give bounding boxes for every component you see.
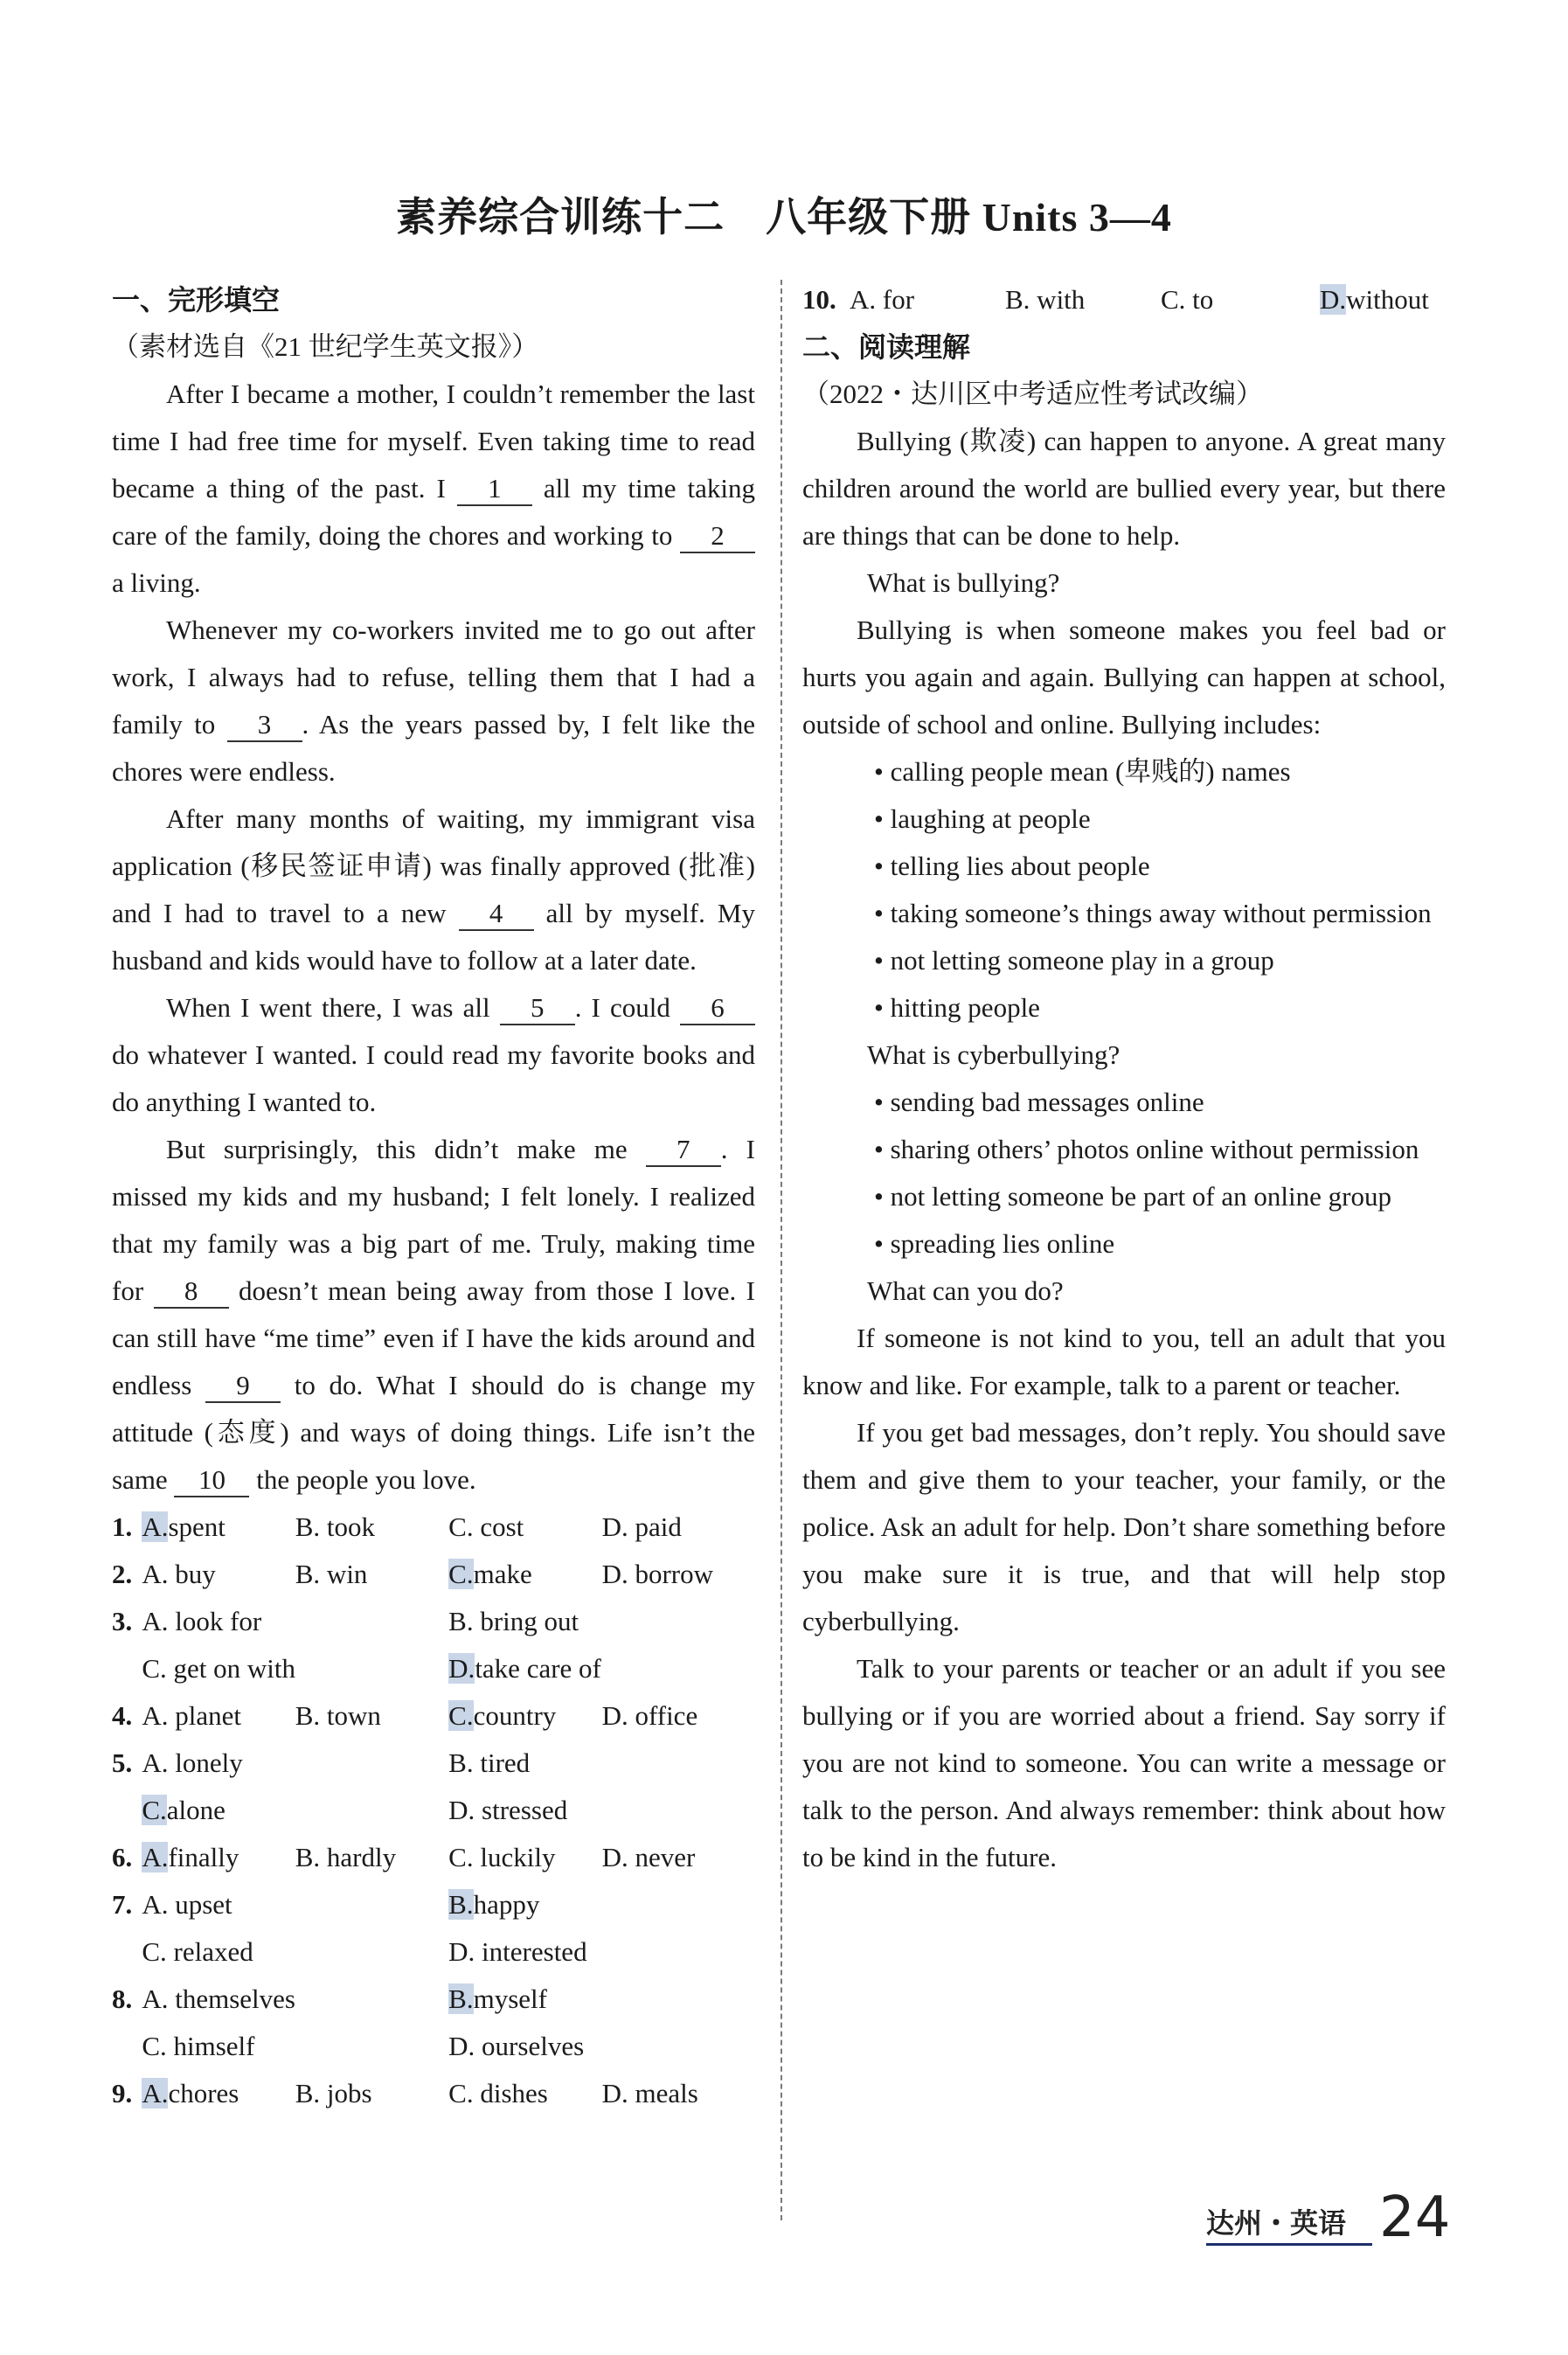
option-d[interactable]: D. ourselves <box>448 2031 585 2061</box>
question-5-row-2 <box>112 1787 755 1834</box>
option-d[interactable]: D. stressed <box>448 1795 568 1825</box>
blank-6: 6 <box>680 992 755 1025</box>
reading-paragraph-3: Talk to your parents or teacher or an adult if you see bullying or if you are worried about a friend. Say sorry if you are not kind to someone. You can write a message or talk to the person. And always remember: think about how to be kind in the future. <box>802 1653 1446 1872</box>
option-b[interactable] <box>448 1881 755 1928</box>
cloze-paragraph-3 <box>112 795 755 984</box>
bullying-definition: Bullying is when someone makes you feel bad or hurts you again and again. Bullying can happen at school, outside of school and online. Bullying includes: <box>802 615 1446 740</box>
question-8 <box>112 1976 755 2023</box>
option-text: spent <box>168 1511 225 1542</box>
option-d[interactable]: D. never <box>601 1842 696 1872</box>
page-title: 素养综合训练十二 八年级下册 Units 3—4 <box>396 195 1172 240</box>
blank-8: 8 <box>154 1275 229 1309</box>
option-b[interactable]: B. town <box>295 1700 381 1731</box>
option-d[interactable] <box>1320 276 1446 323</box>
bullet-text: hitting people <box>890 992 1040 1023</box>
option-a[interactable]: A. planet <box>142 1700 241 1731</box>
option-text: country <box>473 1700 557 1731</box>
answer-mark: D. <box>448 1653 475 1684</box>
text: After many months of waiting, my immigrant visa application (移民签证申请) was finally approved (批准) and I had to travel to a new <box>112 803 755 928</box>
question-10 <box>802 276 1446 323</box>
question-1 <box>112 1504 755 1551</box>
text: the people you love. <box>249 1464 476 1495</box>
bullet-item: • sending bad messages online <box>874 1087 1204 1117</box>
option-b[interactable]: B. bring out <box>448 1606 579 1636</box>
option-text: happy <box>473 1889 540 1920</box>
bullet-text: telling lies about people <box>890 851 1150 881</box>
option-c[interactable]: C. get on with <box>142 1653 295 1684</box>
option-c[interactable] <box>448 1551 601 1598</box>
question-number: 1. <box>112 1511 133 1542</box>
option-d[interactable]: D. paid <box>601 1511 682 1542</box>
question-2 <box>112 1551 755 1598</box>
bullet-item: • calling people mean (卑贱的) names <box>874 756 1291 787</box>
question-number: 10. <box>802 284 836 315</box>
question-number: 2. <box>112 1559 133 1589</box>
question-number: 3. <box>112 1606 133 1636</box>
bullet-item: • not letting someone be part of an online group <box>874 1181 1391 1212</box>
question-7 <box>112 1881 755 1928</box>
answer-mark: A. <box>142 1842 169 1872</box>
option-b[interactable]: B. jobs <box>295 2078 372 2108</box>
question-number: 7. <box>112 1889 133 1920</box>
answer-mark: C. <box>448 1559 474 1589</box>
option-b[interactable]: B. took <box>295 1511 376 1542</box>
page-footer <box>1206 2182 1468 2261</box>
cloze-paragraph-4 <box>112 984 755 1126</box>
question-9 <box>112 2070 755 2117</box>
bullet-text: sharing others’ photos online without permission <box>890 1134 1419 1164</box>
answer-mark: C. <box>142 1795 167 1825</box>
question-number: 6. <box>112 1842 133 1872</box>
right-column <box>802 276 1446 1881</box>
cloze-paragraph-5 <box>112 1126 755 1504</box>
answer-mark: D. <box>1320 284 1347 315</box>
footer-label: 达州・英语 <box>1206 2206 1347 2240</box>
column-divider <box>781 280 782 2220</box>
blank-9: 9 <box>205 1370 281 1403</box>
option-c[interactable] <box>142 1787 448 1834</box>
text: all by myself. My husband and kids would have to follow at a later date. <box>112 898 755 976</box>
blank-10: 10 <box>174 1464 249 1497</box>
text: . I missed my kids and my husband; I felt lonely. I realized that my family was a big part of me. Truly, making time for <box>112 1134 755 1306</box>
option-b[interactable]: B. with <box>1005 284 1086 315</box>
question-number: 8. <box>112 1983 133 2014</box>
option-d[interactable]: D. borrow <box>601 1559 714 1589</box>
text: Whenever my co-workers invited me to go out after work, I always had to refuse, telling them that I had a family to <box>112 615 755 740</box>
option-a[interactable] <box>142 1504 295 1551</box>
bullet-text: not letting someone play in a group <box>890 945 1274 976</box>
option-text: without <box>1346 284 1429 315</box>
reading-intro: Bullying (欺凌) can happen to anyone. A great many children around the world are bullied every year, but there are things that can be done to help. <box>802 426 1446 551</box>
option-a[interactable]: A. buy <box>142 1559 216 1589</box>
option-c[interactable]: C. cost <box>448 1511 524 1542</box>
option-a[interactable]: A. themselves <box>142 1983 295 2014</box>
question-3-row-2 <box>112 1645 755 1692</box>
answer-mark: B. <box>448 1983 474 2014</box>
blank-7: 7 <box>646 1134 721 1167</box>
bullet-text: sending bad messages online <box>890 1087 1204 1117</box>
answer-mark: C. <box>448 1700 474 1731</box>
question-6 <box>112 1834 755 1881</box>
bullet-item: • taking someone’s things away without permission <box>874 898 1432 928</box>
cloze-source: （素材选自《21 世纪学生英文报》） <box>112 331 539 362</box>
answer-mark: A. <box>142 1511 169 1542</box>
bullet-item: • not letting someone play in a group <box>874 945 1274 976</box>
option-d[interactable]: D. interested <box>448 1936 587 1967</box>
blank-2: 2 <box>680 520 755 553</box>
blank-3: 3 <box>227 709 302 742</box>
option-a[interactable]: A. upset <box>142 1889 232 1920</box>
blank-4: 4 <box>459 898 534 931</box>
reading-source: （2022・达川区中考适应性考试改编） <box>802 379 1263 409</box>
bullet-item: • laughing at people <box>874 803 1091 834</box>
option-b[interactable]: B. tired <box>448 1747 531 1778</box>
answer-mark: B. <box>448 1889 474 1920</box>
question-4 <box>112 1692 755 1740</box>
answer-mark: A. <box>142 2078 169 2108</box>
bullet-text: not letting someone be part of an online group <box>890 1181 1391 1212</box>
text: When I went there, I was all <box>166 992 500 1023</box>
question-what-is-cyberbullying: What is cyberbullying? <box>867 1039 1120 1070</box>
option-a[interactable]: A. look for <box>142 1606 262 1636</box>
option-text: chores <box>168 2078 239 2108</box>
option-c[interactable]: C. relaxed <box>142 1936 253 1967</box>
option-text: myself <box>473 1983 547 2014</box>
text: to do. What I should do is change my attitude (态度) and ways of doing things. Life isn’t the same <box>112 1370 755 1495</box>
footer-underline <box>1206 2243 1372 2246</box>
option-a[interactable] <box>142 2070 295 2117</box>
page-number: 24 <box>1379 2185 1451 2250</box>
bullet-item: • telling lies about people <box>874 851 1150 881</box>
bullet-item: • hitting people <box>874 992 1040 1023</box>
option-b[interactable]: B. win <box>295 1559 368 1589</box>
text: all my time taking care of the family, doing the chores and working to <box>112 473 755 551</box>
option-b[interactable]: B. hardly <box>295 1842 397 1872</box>
text: doesn’t mean being away from those I love. I can still have “me time” even if I have the kids around and endless <box>112 1275 755 1400</box>
blank-5: 5 <box>500 992 575 1025</box>
option-d[interactable]: D. office <box>601 1700 698 1731</box>
cloze-paragraph-1 <box>112 371 755 607</box>
reading-paragraph-1: If someone is not kind to you, tell an adult that you know and like. For example, talk to a parent or teacher. <box>802 1323 1446 1400</box>
text: After I became a mother, I couldn’t remember the last time I had free time for myself. Even taking time to read became a thing of the past. I <box>112 379 755 504</box>
text: But surprisingly, this didn’t make me <box>166 1134 646 1164</box>
option-text: finally <box>168 1842 239 1872</box>
question-number: 9. <box>112 2078 133 2108</box>
option-text: alone <box>166 1795 225 1825</box>
question-8-row-2 <box>112 2023 755 2070</box>
text: . I could <box>574 992 680 1023</box>
question-number: 4. <box>112 1700 133 1731</box>
question-what-is-bullying: What is bullying? <box>867 567 1060 598</box>
option-a[interactable]: A. for <box>850 284 915 315</box>
option-b[interactable] <box>448 1976 755 2023</box>
option-c[interactable] <box>448 1692 601 1740</box>
bullet-item: • spreading lies online <box>874 1228 1115 1259</box>
text: a living. <box>112 567 201 598</box>
question-7-row-2 <box>112 1928 755 1976</box>
cloze-paragraph-2 <box>112 607 755 795</box>
cloze-heading: 一、完形填空 <box>112 283 281 316</box>
text: do whatever I wanted. I could read my favorite books and do anything I wanted to. <box>112 1039 755 1117</box>
reading-paragraph-2: If you get bad messages, don’t reply. You should save them and give them to your teacher, your family, or the police. Ask an adult for help. Don’t share something before you make sure it is true, and that will help stop cyberbullying. <box>802 1417 1446 1636</box>
option-a[interactable] <box>142 1834 295 1881</box>
option-c[interactable]: C. dishes <box>448 2078 548 2108</box>
option-d[interactable] <box>448 1645 755 1692</box>
reading-heading: 二、阅读理解 <box>802 330 971 364</box>
option-text: take care of <box>475 1653 601 1684</box>
option-c[interactable]: C. to <box>1161 284 1214 315</box>
bullet-text: taking someone’s things away without permission <box>890 898 1432 928</box>
text: . As the years passed by, I felt like the chores were endless. <box>112 709 755 787</box>
question-what-can-you-do: What can you do? <box>867 1275 1064 1306</box>
question-3 <box>112 1598 755 1645</box>
question-5 <box>112 1740 755 1787</box>
bullet-item: • sharing others’ photos online without permission <box>874 1134 1419 1164</box>
left-column <box>112 276 755 2117</box>
option-c[interactable]: C. luckily <box>448 1842 556 1872</box>
option-a[interactable]: A. lonely <box>142 1747 243 1778</box>
question-number: 5. <box>112 1747 133 1778</box>
blank-1: 1 <box>457 473 532 506</box>
bullet-text: calling people mean (卑贱的) names <box>890 756 1291 787</box>
option-text: make <box>473 1559 532 1589</box>
bullet-text: laughing at people <box>890 803 1091 834</box>
bullet-text: spreading lies online <box>890 1228 1115 1259</box>
option-c[interactable]: C. himself <box>142 2031 255 2061</box>
option-d[interactable]: D. meals <box>601 2078 698 2108</box>
